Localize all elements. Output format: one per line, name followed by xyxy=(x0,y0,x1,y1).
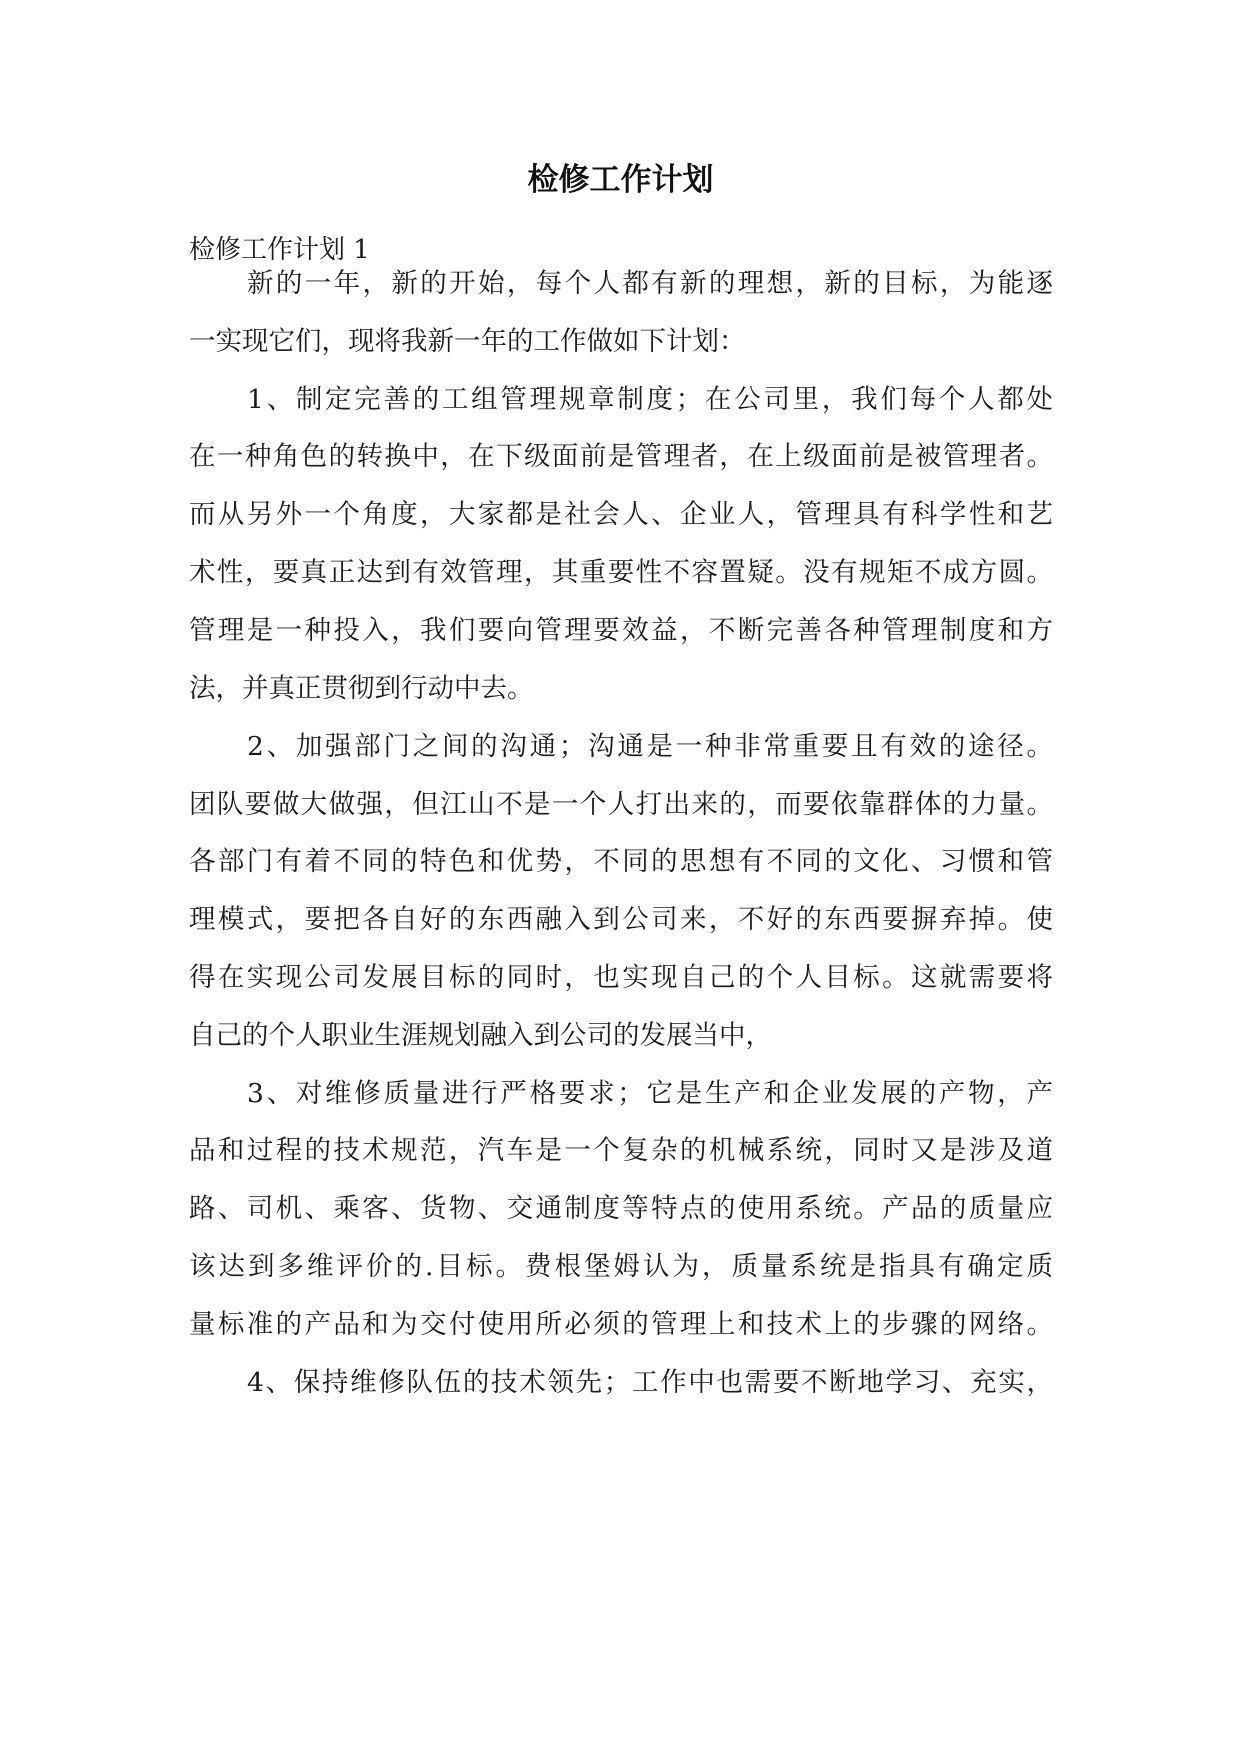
paragraph-line: 该达到多维评价的.目标。费根堡姆认为，质量系统是指具有确定质 xyxy=(189,1251,1053,1282)
paragraph-line: 量标准的产品和为交付使用所必须的管理上和技术上的步骤的网络。 xyxy=(189,1309,1053,1340)
paragraph-line: 团队要做大做强，但江山不是一个人打出来的，而要依靠群体的力量。 xyxy=(189,789,1053,820)
paragraph-line: 路、司机、乘客、货物、交通制度等特点的使用系统。产品的质量应 xyxy=(189,1193,1053,1224)
paragraph-line: 而从另外一个角度，大家都是社会人、企业人，管理具有科学性和艺 xyxy=(189,499,1053,530)
paragraph-line: 自己的个人职业生涯规划融入到公司的发展当中， xyxy=(189,1020,772,1051)
paragraph-line: 品和过程的技术规范，汽车是一个复杂的机械系统，同时又是涉及道 xyxy=(189,1135,1053,1166)
paragraph-line: 在一种角色的转换中，在下级面前是管理者，在上级面前是被管理者。 xyxy=(189,441,1053,472)
document-title: 检修工作计划 xyxy=(527,162,714,198)
paragraph-line: 理模式，要把各自好的东西融入到公司来，不好的东西要摒弃掉。使 xyxy=(189,904,1053,935)
paragraph-line: 新的一年，新的开始，每个人都有新的理想，新的目标，为能逐 xyxy=(247,268,1053,299)
paragraph-line: 得在实现公司发展目标的同时，也实现自己的个人目标。这就需要将 xyxy=(189,962,1053,993)
paragraph-line: 4、保持维修队伍的技术领先；工作中也需要不断地学习、充实， xyxy=(247,1367,1053,1398)
paragraph-line: 一实现它们，现将我新一年的工作做如下计划： xyxy=(189,326,746,357)
paragraph-line: 各部门有着不同的特色和优势，不同的思想有不同的文化、习惯和管 xyxy=(189,846,1053,877)
paragraph-line: 1、制定完善的工组管理规章制度；在公司里，我们每个人都处 xyxy=(247,384,1053,415)
section-heading: 检修工作计划 1 xyxy=(189,235,370,265)
paragraph-line: 管理是一种投入，我们要向管理要效益，不断完善各种管理制度和方 xyxy=(189,615,1053,646)
paragraph-line: 2、加强部门之间的沟通；沟通是一种非常重要且有效的途径。 xyxy=(247,731,1053,762)
paragraph-line: 3、对维修质量进行严格要求；它是生产和企业发展的产物，产 xyxy=(247,1078,1053,1109)
paragraph-line: 法，并真正贯彻到行动中去。 xyxy=(189,673,534,704)
paragraph-line: 术性，要真正达到有效管理，其重要性不容置疑。没有规矩不成方圆。 xyxy=(189,557,1053,588)
